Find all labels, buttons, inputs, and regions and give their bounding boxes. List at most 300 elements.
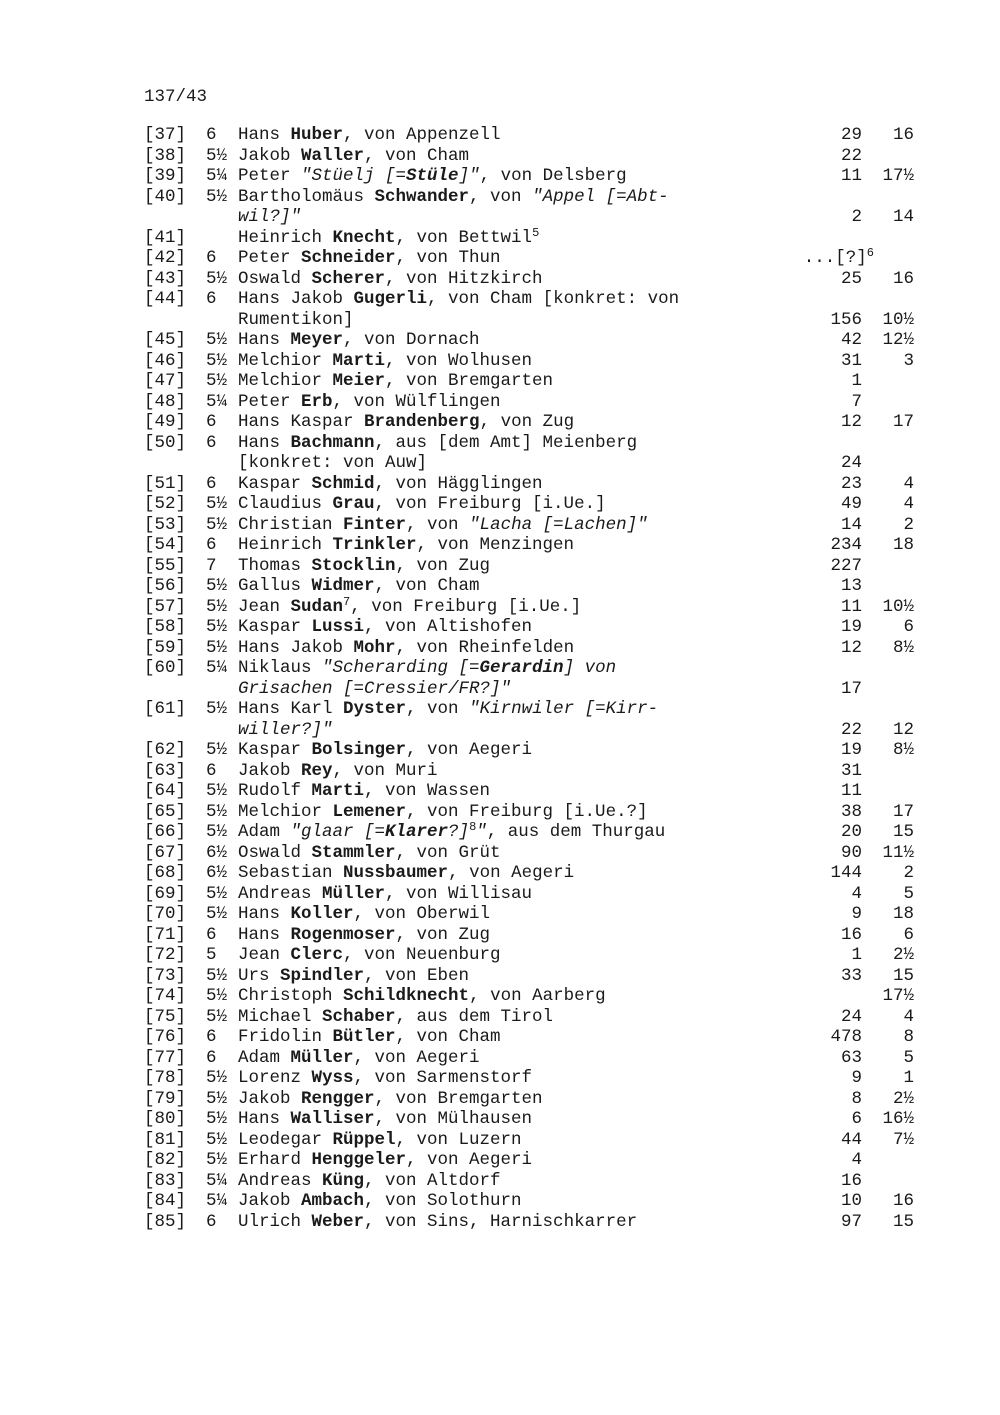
surname: Erb — [301, 391, 333, 412]
amount-primary: 44 — [840, 1129, 862, 1150]
amount-primary: 11 — [840, 781, 862, 801]
entry-number: [42] — [144, 248, 187, 268]
amount-secondary: 4 — [903, 1006, 914, 1027]
entry-amounts — [800, 884, 914, 905]
entry-amounts — [800, 761, 914, 782]
entry-amounts — [800, 412, 914, 433]
entry-amounts — [800, 1191, 914, 1212]
amount-primary: 22 — [840, 719, 862, 740]
surname: Müller — [322, 883, 386, 904]
entry-number: [75] — [144, 1006, 187, 1027]
text-segment: , aus [dem Amt] Meienberg — [374, 432, 638, 453]
text-segment: , von Muri — [332, 760, 438, 781]
entry-rate: 5½ — [206, 740, 228, 760]
entry-list — [144, 125, 914, 1232]
entry-number: [69] — [144, 883, 187, 904]
amount-primary: 23 — [840, 473, 862, 494]
entry-row — [144, 166, 914, 187]
text-segment: ?] — [448, 822, 470, 842]
entry-rate: 5½ — [206, 965, 228, 986]
entry-amounts — [800, 1130, 914, 1151]
entry-row — [144, 392, 864, 413]
text-segment: Jakob — [238, 145, 302, 166]
entry-amounts — [800, 1212, 914, 1233]
entry-rate: 6 — [206, 412, 217, 432]
amount-secondary: 8½ — [892, 740, 914, 760]
text-segment: , von Freiburg [i.Ue.?] — [406, 801, 648, 822]
entry-number: [46] — [144, 350, 187, 371]
entry-number: [51] — [144, 473, 187, 494]
entry-rate: 6 — [206, 289, 217, 309]
amount-secondary — [862, 392, 914, 413]
text-segment: , von — [406, 699, 470, 719]
entry-description — [238, 740, 800, 761]
entry-row — [144, 801, 914, 823]
surname: Schildknecht — [343, 986, 470, 1006]
entry-row — [144, 658, 864, 699]
entry-description — [238, 474, 800, 495]
surname: Grau — [332, 494, 375, 514]
page-number: 137/43 — [144, 87, 208, 107]
text-segment: willer?]" — [238, 719, 333, 740]
entry-rate: 5½ — [206, 186, 228, 207]
entry-rate: 6 — [206, 125, 217, 145]
entry-amounts — [800, 638, 914, 659]
amount-primary: 16 — [840, 924, 862, 945]
entry-description-line — [238, 720, 800, 741]
text-segment: "glaar [= — [290, 822, 386, 842]
entry-description-line — [238, 658, 800, 679]
entry-description — [238, 986, 800, 1007]
entry-amounts — [800, 740, 914, 761]
entry-description — [238, 945, 800, 966]
entry-amounts — [800, 720, 914, 741]
entry-row — [144, 883, 914, 905]
amount-primary: 4 — [851, 883, 862, 904]
surname: Trinkler — [332, 535, 417, 555]
text-segment: , von Aegeri — [448, 863, 575, 883]
entry-row — [144, 637, 914, 659]
entry-description — [238, 761, 800, 782]
text-segment: Jakob — [238, 1088, 302, 1109]
entry-description — [238, 166, 800, 187]
entry-row — [144, 863, 914, 884]
amount-secondary: 5 — [903, 883, 914, 904]
text-segment: "Lacha [=Lachen]" — [469, 514, 648, 535]
entry-amounts — [800, 576, 914, 597]
entry-rate: 5½ — [206, 330, 228, 350]
surname: Schaber — [322, 1006, 396, 1027]
amount-primary: 144 — [830, 863, 862, 883]
amount-secondary: 3 — [903, 350, 914, 371]
amount-secondary: 16 — [892, 1191, 914, 1211]
entry-amounts — [800, 453, 914, 474]
entry-rate: 5½ — [206, 514, 228, 535]
entry-row — [144, 820, 914, 843]
entry-description-line — [238, 822, 800, 843]
amount-secondary: 5 — [903, 1047, 914, 1068]
entry-number: [54] — [144, 535, 187, 555]
entry-number: [61] — [144, 699, 187, 719]
text-segment: , von Bremgarten — [385, 371, 554, 391]
entry-rate: 5½ — [206, 883, 228, 904]
entry-description — [238, 1007, 800, 1028]
entry-amounts — [800, 207, 914, 228]
text-segment: , von Zug — [395, 924, 491, 945]
surname: Schwander — [374, 186, 470, 207]
entry-row — [144, 904, 914, 925]
entry-description — [238, 494, 800, 515]
entry-number: [44] — [144, 289, 187, 309]
text-segment: , von Zug — [479, 412, 575, 432]
surname: Bolsinger — [311, 740, 407, 760]
text-segment: Ulrich — [238, 1211, 312, 1232]
entry-number: [50] — [144, 432, 187, 453]
amount-primary: 17 — [840, 678, 862, 699]
entry-amounts — [800, 597, 914, 618]
entry-number: [71] — [144, 924, 187, 945]
entry-description-line — [238, 515, 800, 536]
entry-rate: 5½ — [206, 1150, 228, 1170]
amount-secondary: 6 — [903, 617, 914, 637]
entry-number: [43] — [144, 268, 187, 289]
entry-number: [74] — [144, 986, 187, 1006]
entry-rate: 6 — [206, 1047, 217, 1068]
text-segment: Hans — [238, 924, 291, 945]
entry-amounts — [800, 945, 914, 966]
entry-rate: 5½ — [206, 904, 228, 924]
entry-rate: 6½ — [206, 842, 228, 863]
amount-secondary: 15 — [892, 965, 914, 986]
text-segment: , von Mülhausen — [374, 1109, 533, 1129]
text-segment: , von Freiburg [i.Ue.] — [374, 494, 606, 514]
entry-row — [144, 945, 914, 966]
entry-row — [144, 535, 914, 556]
text-segment: Oswald — [238, 842, 312, 863]
entry-amounts — [800, 843, 914, 864]
entry-number: [57] — [144, 596, 187, 617]
entry-rate: 5½ — [206, 637, 228, 658]
entry-number: [38] — [144, 145, 187, 166]
entry-description — [238, 392, 800, 413]
entry-rate: 5½ — [206, 1088, 228, 1109]
entry-description — [238, 351, 800, 372]
entry-number: [65] — [144, 801, 187, 822]
text-segment: Hans — [238, 904, 291, 924]
amount-primary: 97 — [840, 1211, 862, 1232]
text-segment: Lorenz — [238, 1068, 312, 1088]
amount-secondary: 12½ — [882, 330, 914, 350]
entry-number: [64] — [144, 781, 187, 801]
text-segment: Hans Kaspar — [238, 412, 365, 432]
entry-number: [85] — [144, 1211, 187, 1232]
amount-secondary: 15 — [892, 822, 914, 842]
text-segment: Jakob — [238, 760, 302, 781]
entry-description-line — [238, 617, 800, 638]
entry-description-line — [238, 1191, 800, 1212]
entry-description — [238, 904, 800, 925]
entry-row — [144, 412, 914, 433]
amount-secondary — [862, 371, 914, 392]
surname: Meier — [332, 371, 386, 391]
amount-primary: 8 — [851, 1088, 862, 1109]
entry-amounts — [800, 966, 914, 987]
entry-row — [144, 225, 864, 249]
text-segment: , von Solothurn — [364, 1191, 522, 1211]
entry-description-line — [238, 125, 800, 146]
entry-row — [144, 1191, 914, 1212]
surname: Brandenberg — [364, 412, 480, 432]
entry-row — [144, 594, 914, 618]
amount-secondary: 17½ — [882, 986, 914, 1006]
entry-description — [238, 187, 800, 228]
entry-description-line — [238, 638, 800, 659]
text-segment: , von Cham — [364, 145, 470, 166]
entry-description-line — [238, 535, 800, 556]
entry-number: [59] — [144, 637, 187, 658]
surname: Schneider — [301, 248, 396, 268]
entry-description-line — [238, 351, 800, 372]
entry-row — [144, 1088, 914, 1110]
text-segment: Jakob — [238, 1191, 302, 1211]
surname: Ambach — [301, 1191, 365, 1211]
surname: Schmid — [311, 473, 375, 494]
entry-description — [238, 269, 800, 290]
surname: Marti — [311, 781, 365, 801]
entry-description-line — [238, 1150, 800, 1171]
entry-rate: 6 — [206, 535, 217, 555]
entry-amounts — [800, 822, 914, 843]
entry-description — [238, 576, 800, 597]
entry-number: [40] — [144, 186, 187, 207]
entry-description — [238, 802, 800, 823]
entry-description-line — [238, 453, 800, 474]
text-segment: , von Rheinfelden — [395, 637, 575, 658]
entry-row — [144, 146, 864, 167]
entry-number: [77] — [144, 1047, 187, 1068]
entry-row — [144, 350, 914, 372]
entry-rate: 5½ — [206, 617, 228, 637]
text-segment: , von Cham — [374, 576, 480, 596]
entry-number: [60] — [144, 658, 187, 678]
amount-primary: 24 — [840, 453, 862, 473]
entry-description — [238, 535, 800, 556]
entry-rate: 5½ — [206, 350, 228, 371]
entry-description-line — [238, 740, 800, 761]
text-segment: Hans Karl — [238, 699, 344, 719]
entry-rate: 5½ — [206, 1109, 228, 1129]
amount-secondary: 10½ — [882, 596, 914, 617]
entry-amounts — [800, 1027, 914, 1048]
entry-number: [66] — [144, 822, 187, 842]
entry-description — [238, 1068, 800, 1089]
entry-amounts — [800, 474, 914, 495]
surname: Lemener — [332, 801, 407, 822]
entry-description — [238, 699, 800, 740]
entry-description-line — [238, 945, 800, 966]
entry-description-line — [238, 474, 800, 495]
entry-amounts — [800, 863, 914, 884]
amount-secondary: 17 — [892, 801, 914, 822]
text-segment: Jean — [238, 596, 291, 617]
entry-description — [238, 125, 800, 146]
amount-primary: 49 — [840, 494, 862, 514]
entry-description-line — [238, 1007, 800, 1028]
entry-description-line — [238, 802, 800, 823]
text-segment: "Kirnwiler [=Kirr- — [469, 699, 659, 719]
entry-rate: 5½ — [206, 596, 228, 617]
entry-number: [78] — [144, 1068, 187, 1088]
entry-amounts — [800, 330, 914, 351]
entry-rate: 5¼ — [206, 658, 228, 678]
entry-row — [144, 494, 914, 515]
entry-description-line — [238, 1048, 800, 1069]
amount-primary: 19 — [840, 617, 862, 637]
entry-rate: 5½ — [206, 986, 228, 1006]
entry-row — [144, 1150, 864, 1171]
amount-secondary — [862, 453, 914, 474]
text-segment: , von Freiburg [i.Ue.] — [350, 596, 582, 617]
entry-description — [238, 556, 800, 577]
entry-row — [144, 186, 914, 228]
amount-primary: 24 — [840, 1006, 862, 1027]
entry-description-line — [238, 1109, 800, 1130]
entry-rate: 5½ — [206, 1006, 228, 1027]
entry-description-line — [238, 594, 800, 618]
text-segment: Grisachen [=Cressier/FR?]" — [238, 678, 512, 699]
entry-row — [144, 330, 914, 351]
entry-description-line — [238, 225, 800, 249]
entry-description-line — [238, 1089, 800, 1110]
entry-row — [144, 1047, 914, 1069]
amount-primary: 29 — [840, 125, 862, 145]
entry-row — [144, 576, 864, 597]
text-segment: Christian — [238, 514, 344, 535]
amount-primary: 7 — [851, 391, 862, 412]
entry-rate: 5½ — [206, 268, 228, 289]
entry-number: [72] — [144, 945, 187, 965]
amount-secondary: 6 — [903, 924, 914, 945]
amount-secondary — [862, 761, 914, 782]
entry-number: [55] — [144, 555, 187, 576]
entry-amounts — [800, 1171, 914, 1192]
entry-description-line — [238, 556, 800, 577]
text-segment: Rudolf — [238, 781, 312, 801]
entry-amounts — [800, 617, 914, 638]
entry-description — [238, 1171, 800, 1192]
entry-amounts — [800, 310, 914, 331]
text-segment: Fridolin — [238, 1027, 333, 1047]
surname: Stocklin — [311, 555, 396, 576]
entry-amounts — [800, 371, 914, 392]
text-segment: Oswald — [238, 268, 312, 289]
amount-secondary: 7½ — [892, 1129, 914, 1150]
text-segment: , von — [469, 186, 533, 207]
text-segment: Heinrich — [238, 535, 333, 555]
entry-amounts — [800, 1068, 914, 1089]
entry-row — [144, 514, 914, 536]
entry-rate: 6 — [206, 432, 217, 453]
amount-secondary: 18 — [892, 535, 914, 555]
text-segment: Urs — [238, 965, 281, 986]
amount-secondary: 1 — [903, 1068, 914, 1088]
entry-number: [67] — [144, 842, 187, 863]
entry-rate: 6½ — [206, 863, 228, 883]
text-segment: Gallus — [238, 576, 312, 596]
amount-primary: 14 — [840, 514, 862, 535]
text-segment: , von Hitzkirch — [385, 268, 543, 289]
entry-description-line — [238, 166, 800, 187]
entry-description — [238, 248, 800, 269]
text-segment: Kaspar — [238, 740, 312, 760]
text-segment: Michael — [238, 1006, 323, 1027]
entry-description — [238, 884, 800, 905]
text-segment: , von Altdorf — [364, 1170, 501, 1191]
amount-secondary: 10½ — [882, 309, 914, 330]
entry-amounts — [800, 351, 914, 372]
entry-description — [238, 863, 800, 884]
entry-number: [53] — [144, 514, 187, 535]
text-segment: Thomas — [238, 555, 312, 576]
amount-secondary: 17½ — [882, 166, 914, 186]
entry-number: [70] — [144, 904, 187, 924]
text-segment: , von Aegeri — [353, 1047, 480, 1068]
entry-rate: 6 — [206, 1027, 217, 1047]
amount-secondary — [862, 556, 914, 577]
entry-description — [238, 966, 800, 987]
text-segment: , aus dem Thurgau — [486, 822, 666, 842]
amount-primary: 12 — [840, 637, 862, 658]
surname: Bütler — [332, 1027, 396, 1047]
entry-description-line — [238, 699, 800, 720]
surname: Finter — [343, 514, 407, 535]
text-segment: , von Dornach — [343, 330, 480, 350]
entry-number: [80] — [144, 1109, 187, 1129]
text-segment: Melchior — [238, 801, 333, 822]
entry-description — [238, 594, 800, 618]
text-segment: Hans — [238, 330, 291, 350]
entry-amounts — [800, 1109, 914, 1130]
entry-number: [81] — [144, 1129, 187, 1150]
entry-rate: 5¼ — [206, 1191, 228, 1211]
text-segment: Peter — [238, 391, 302, 412]
entry-row — [144, 1109, 914, 1130]
amount-primary: 22 — [840, 145, 862, 166]
text-segment: ] von — [563, 658, 617, 678]
surname: Waller — [301, 145, 365, 166]
surname: Mohr — [353, 637, 396, 658]
entry-rate: 5¼ — [206, 391, 228, 412]
text-segment: , aus dem Tirol — [395, 1006, 554, 1027]
entry-description — [238, 822, 800, 843]
amount-primary: 156 — [830, 309, 862, 330]
amount-secondary — [862, 1171, 914, 1192]
entry-rate: 5¼ — [206, 1170, 228, 1191]
text-segment: , von — [406, 514, 470, 535]
text-segment: Bartholomäus — [238, 186, 375, 207]
entry-amounts — [800, 1007, 914, 1028]
text-segment: , von Sins, Harnischkarrer — [364, 1211, 638, 1232]
text-segment: Adam — [238, 822, 291, 842]
entry-number: [63] — [144, 760, 187, 781]
entry-number: [37] — [144, 125, 187, 145]
text-segment: ]" — [458, 166, 480, 186]
entry-amounts — [800, 679, 914, 700]
amount-secondary: 12 — [892, 719, 914, 740]
amount-secondary: 2½ — [892, 945, 914, 965]
surname: Knecht — [332, 227, 396, 248]
surname: Stüle — [406, 166, 459, 186]
